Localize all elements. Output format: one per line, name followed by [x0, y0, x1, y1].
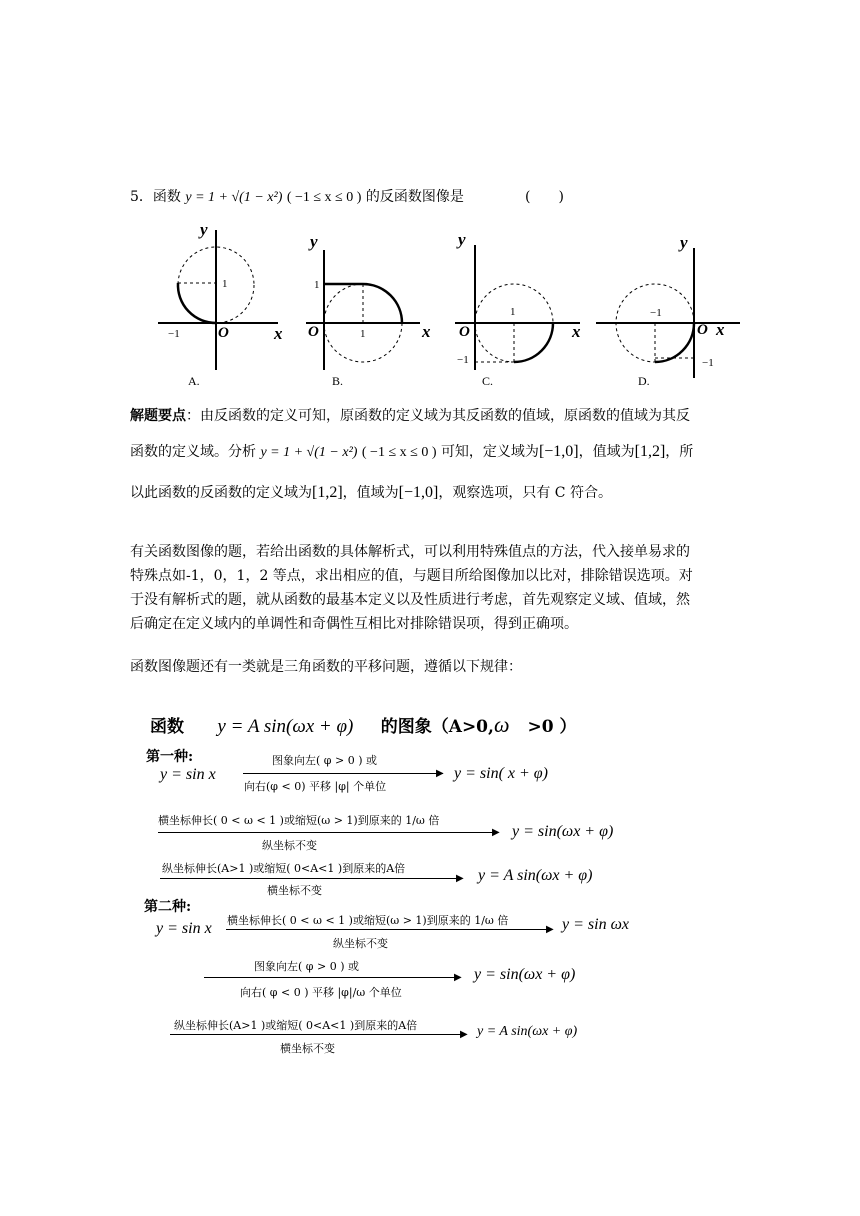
graph-c-tickx: 1: [510, 306, 516, 318]
graph-b-ticky: 1: [314, 279, 320, 291]
arrow-5-head: ▶: [454, 972, 462, 983]
solution-line-3: [130, 483, 612, 503]
arrow-5: [204, 977, 460, 978]
solution-text-2a: 函数的定义域。分析: [130, 444, 256, 460]
method-2-label: 第二种:: [144, 899, 192, 915]
solution-line-1: [130, 406, 690, 426]
arrow-3-head: ▶: [456, 873, 464, 884]
method-2-step1-bottom: 纵坐标不变: [333, 937, 388, 950]
option-d-label: D.: [638, 374, 650, 388]
solution-text-3c: ，观察选项，只有 C 符合。: [438, 485, 612, 501]
solution-text-2d: ，所: [665, 444, 694, 460]
graph-d: [596, 233, 740, 388]
option-graphs: [150, 220, 740, 395]
option-a-label: A.: [188, 374, 200, 388]
paragraph-1-line-2: 特殊点如-1，0，1，2 等点，求出相应的值，与题目所给图像加以比对，排除错误选项。对: [130, 568, 693, 584]
graph-c-origin: O: [459, 324, 470, 340]
graph-c-ticky: −1: [457, 354, 469, 366]
heading-suffix: 的图象（A>0,: [380, 717, 494, 737]
solution-text-3a: 以此函数的反函数的定义域为: [130, 485, 312, 501]
method-1-step1-top: 图象向左( φ > 0 ) 或: [272, 754, 377, 767]
method-2-result-3: y = A sin(ωx + φ): [477, 1024, 578, 1039]
solution-line-2: [130, 442, 693, 463]
graph-b-x: x: [422, 322, 431, 341]
graph-b-y: y: [310, 232, 318, 251]
heading-end: >0 ）: [527, 717, 577, 737]
question-formula: y = 1 + √(1 − x²): [185, 190, 283, 205]
solution-formula: y = 1 + √(1 − x²): [260, 445, 358, 460]
graph-d-tickx: −1: [650, 307, 662, 319]
interval-1: [−1,0]: [538, 443, 579, 460]
method-1-step3-top: 纵坐标伸长(A>1 )或缩短( 0<A<1 )到原来的A倍: [162, 862, 406, 875]
method-1-step2-top: 横坐标伸长( 0 < ω < 1 )或缩短(ω > 1)到原来的 1/ω 倍: [158, 814, 440, 827]
question-domain: ( −1 ≤ x ≤ 0 ): [286, 190, 362, 205]
graph-b-tickx: 1: [360, 328, 366, 340]
method-2-step3-top: 纵坐标伸长(A>1 )或缩短( 0<A<1 )到原来的A倍: [174, 1019, 418, 1032]
arrow-6-head: ▶: [460, 1029, 468, 1040]
solution-domain: ( −1 ≤ x ≤ 0 ): [361, 445, 437, 460]
method-1-start: y = sin x: [160, 766, 216, 783]
graph-a-origin: O: [218, 325, 229, 341]
graph-a-ticky: 1: [222, 278, 228, 290]
solution-text-1: ：由反函数的定义可知，原函数的定义域为其反函数的值域，原函数的值域为其反: [186, 408, 690, 424]
method-2-result-1: y = sin ωx: [562, 916, 629, 933]
method-1-step1-bottom: 向右(φ < 0) 平移 |φ| 个单位: [244, 780, 387, 793]
arrow-1: [243, 773, 443, 774]
heading-formula: y = A sin(ωx + φ): [217, 716, 354, 737]
graph-a-y: y: [200, 220, 208, 239]
graph-c-x: x: [572, 322, 581, 341]
option-b-label: B.: [332, 374, 344, 388]
method-2-step1-top: 横坐标伸长( 0 < ω < 1 )或缩短(ω > 1)到原来的 1/ω 倍: [227, 914, 509, 927]
arrow-3: [160, 878, 462, 879]
graph-a-x: x: [274, 324, 283, 343]
paragraph-1-line-3: 于没有解析式的题，就从函数的最基本定义以及性质进行考虑，首先观察定义域、值域，然: [130, 592, 690, 608]
arrow-6: [170, 1034, 466, 1035]
question-line: [130, 187, 464, 208]
graph-c: [455, 230, 581, 388]
heading-omega: ω: [493, 712, 510, 737]
solution-text-2c: ，值域为: [578, 444, 635, 460]
option-c-label: C.: [482, 374, 494, 388]
graph-d-ticky: −1: [702, 357, 714, 369]
solution-text-3b: ，值域为: [342, 485, 399, 501]
question-prefix: 5．函数: [130, 189, 181, 205]
heading: [150, 712, 576, 738]
interval-2: [1,2]: [634, 443, 666, 460]
arrow-2-head: ▶: [492, 827, 500, 838]
arrow-4: [226, 929, 552, 930]
method-1-result-1: y = sin( x + φ): [454, 765, 548, 782]
interval-4: [−1,0]: [398, 484, 439, 501]
paragraph-1-line-4: 后确定在定义域内的单调性和奇偶性互相比对排除错误项，得到正确项。: [130, 616, 578, 632]
method-1-label: 第一种:: [146, 749, 194, 765]
graph-b-origin: O: [308, 324, 319, 340]
graph-d-y: y: [680, 233, 688, 252]
method-2-step2-bottom: 向右( φ < 0 ) 平移 |φ|/ω 个单位: [240, 986, 402, 999]
paragraph-1-line-1: 有关函数图像的题，若给出函数的具体解析式，可以利用特殊值点的方法，代入接单易求的: [130, 544, 690, 560]
question-suffix: 的反函数图像是: [365, 189, 464, 205]
method-1-step3-bottom: 横坐标不变: [267, 884, 322, 897]
graph-a-tickx: −1: [168, 328, 180, 340]
method-2-result-2: y = sin(ωx + φ): [474, 966, 576, 983]
arrow-1-head: ▶: [436, 768, 444, 779]
method-1-result-3: y = A sin(ωx + φ): [478, 867, 593, 884]
graph-a: [158, 220, 283, 388]
graph-d-origin: O: [697, 322, 708, 338]
arrow-4-head: ▶: [546, 924, 554, 935]
method-2-step3-bottom: 横坐标不变: [280, 1042, 335, 1055]
paragraph-2: 函数图像题还有一类就是三角函数的平移问题，遵循以下规律：: [130, 659, 522, 675]
method-2-start: y = sin x: [156, 920, 212, 937]
arrow-2: [158, 832, 498, 833]
solution-text-2b: 可知，定义域为: [440, 444, 539, 460]
heading-prefix: 函数: [150, 717, 184, 737]
method-1-step2-bottom: 纵坐标不变: [262, 839, 317, 852]
method-2-step2-top: 图象向左( φ > 0 ) 或: [254, 960, 359, 973]
graph-d-x: x: [716, 320, 725, 339]
graph-c-y: y: [458, 230, 466, 249]
graph-b: [306, 232, 431, 388]
answer-paren: ( ): [525, 189, 564, 205]
method-1-result-2: y = sin(ωx + φ): [512, 823, 614, 840]
solution-title: 解题要点: [130, 408, 186, 424]
interval-3: [1,2]: [312, 484, 343, 501]
